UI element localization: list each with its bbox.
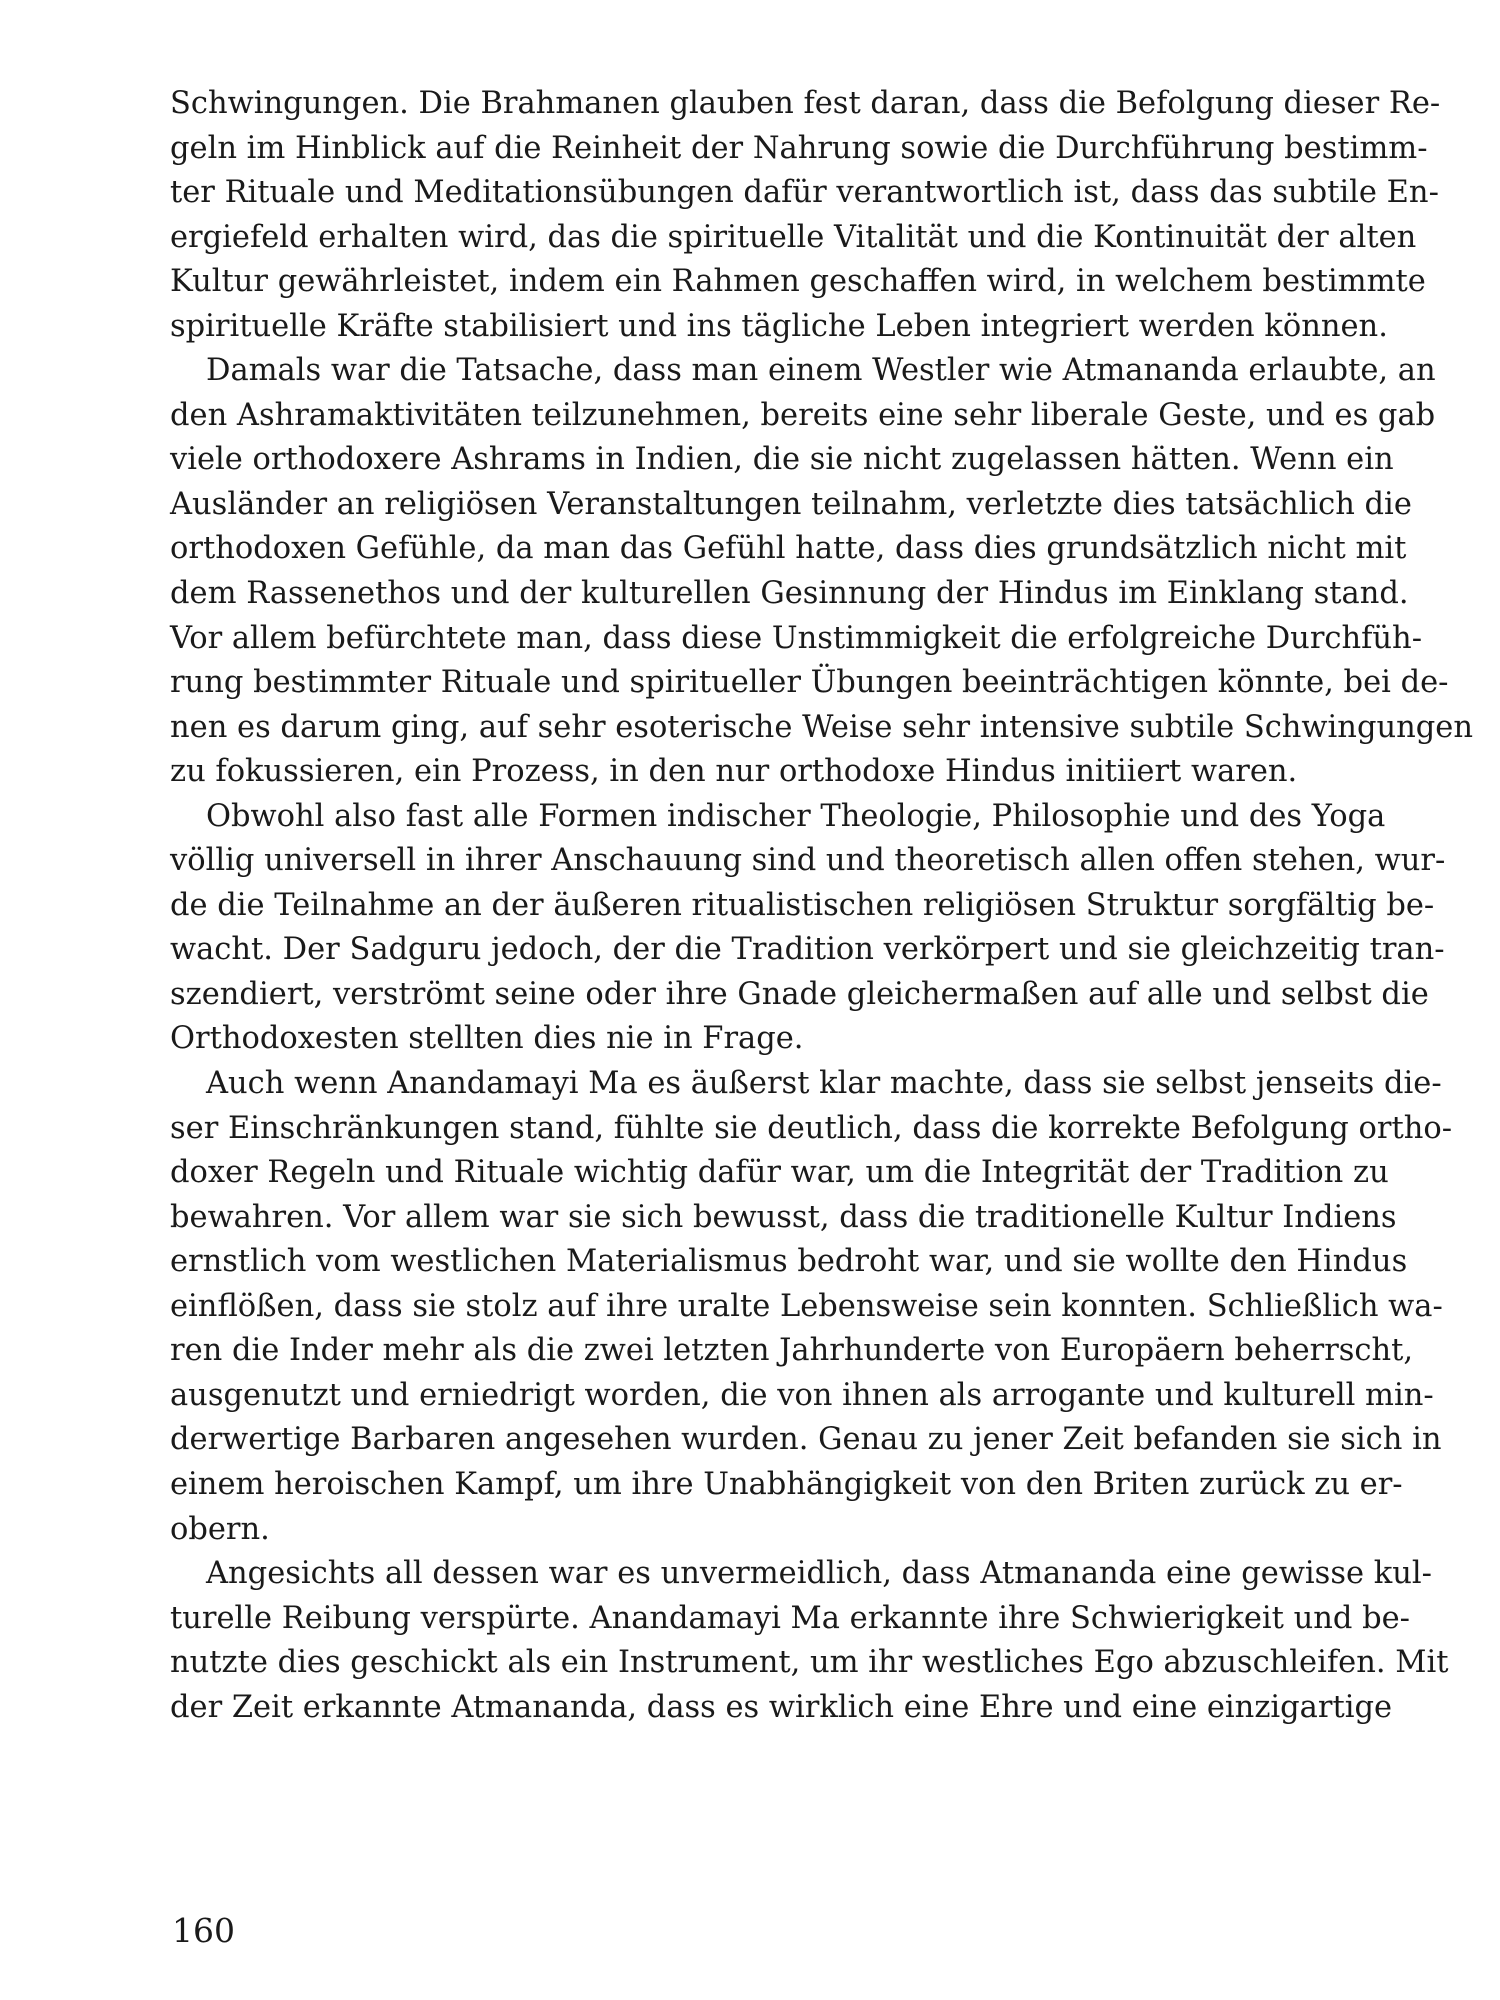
text-line: geln im Hinblick auf die Reinheit der Nahrung sowie die Durchführung bestimm- xyxy=(170,130,1428,166)
text-line: Obwohl also fast alle Formen indischer Theologie, Philosophie und des Yoga xyxy=(206,798,1386,834)
text-line: Angesichts all dessen war es unvermeidlich, dass Atmananda eine gewisse kul- xyxy=(206,1556,1432,1592)
text-line: Schwingungen. Die Brahmanen glauben fest daran, dass die Befolgung dieser Re- xyxy=(170,86,1441,121)
text-line: der Zeit erkannte Atmananda, dass es wirklich eine Ehre und eine einzigartige xyxy=(170,1689,1393,1725)
text-line: nutzte dies geschickt als ein Instrument, um ihr westliches Ego abzuschleifen. Mit xyxy=(170,1645,1449,1681)
text-line: spirituelle Kräfte stabilisiert und ins tägliche Leben integriert werden können. xyxy=(170,308,1388,344)
text-line: ernstlich vom westlichen Materialismus bedroht war, und sie wollte den Hindus xyxy=(170,1244,1408,1280)
text-line: dem Rassenethos und der kulturellen Gesinnung der Hindus im Einklang stand. xyxy=(170,576,1409,612)
page-number: 160 xyxy=(172,1911,235,1950)
text-line: Auch wenn Anandamayi Ma es äußerst klar machte, dass sie selbst jenseits die- xyxy=(206,1066,1442,1102)
text-line: viele orthodoxere Ashrams in Indien, die sie nicht zugelassen hätten. Wenn ein xyxy=(170,442,1394,478)
text-line: Kultur gewährleistet, indem ein Rahmen geschaffen wird, in welchem bestimmte xyxy=(170,264,1426,300)
text-line: Ausländer an religiösen Veranstaltungen teilnahm, verletzte dies tatsächlich die xyxy=(170,486,1412,522)
text-line: doxer Regeln und Rituale wichtig dafür war, um die Integrität der Tradition zu xyxy=(170,1155,1389,1191)
text-line: ren die Inder mehr als die zwei letzten Jahrhunderte von Europäern beherrscht, xyxy=(170,1333,1414,1369)
text-line: den Ashramaktivitäten teilzunehmen, bereits eine sehr liberale Geste, und es gab xyxy=(170,397,1436,433)
text-line: ter Rituale und Meditationsübungen dafür verantwortlich ist, dass das subtile En- xyxy=(170,175,1439,211)
text-line: wacht. Der Sadguru jedoch, der die Tradition verkörpert und sie gleichzeitig tran- xyxy=(170,932,1445,968)
text-line: nen es darum ging, auf sehr esoterische Weise sehr intensive subtile Schwingungen xyxy=(170,709,1473,745)
text-line: einem heroischen Kampf, um ihre Unabhängigkeit von den Briten zurück zu er- xyxy=(170,1466,1403,1502)
text-line: derwertige Barbaren angesehen wurden. Genau zu jener Zeit befanden sie sich in xyxy=(170,1422,1442,1458)
body-text xyxy=(170,82,1473,1730)
text-line: ser Einschränkungen stand, fühlte sie deutlich, dass die korrekte Befolgung ortho- xyxy=(170,1110,1453,1146)
text-line: ergiefeld erhalten wird, das die spirituelle Vitalität und die Kontinuität der alten xyxy=(170,219,1417,255)
text-line: ausgenutzt und erniedrigt worden, die von ihnen als arrogante und kulturell min- xyxy=(170,1377,1434,1413)
text-line: bewahren. Vor allem war sie sich bewusst, dass die traditionelle Kultur Indiens xyxy=(170,1199,1397,1235)
text-line: rung bestimmter Rituale und spiritueller Übungen beeinträchtigen könnte, bei de- xyxy=(170,665,1449,701)
text-line: Vor allem befürchtete man, dass diese Unstimmigkeit die erfolgreiche Durchfüh- xyxy=(170,620,1423,656)
text-line: einflößen, dass sie stolz auf ihre uralte Lebensweise sein konnten. Schließlich wa- xyxy=(170,1288,1443,1324)
text-line: Damals war die Tatsache, dass man einem Westler wie Atmananda erlaubte, an xyxy=(206,353,1436,389)
text-line: orthodoxen Gefühle, da man das Gefühl hatte, dass dies grundsätzlich nicht mit xyxy=(170,531,1407,567)
text-line: turelle Reibung verspürte. Anandamayi Ma erkannte ihre Schwierigkeit und be- xyxy=(170,1600,1410,1636)
text-line: obern. xyxy=(170,1511,270,1547)
text-line: völlig universell in ihrer Anschauung sind und theoretisch allen offen stehen, wur- xyxy=(170,843,1446,879)
text-line: szendiert, verströmt seine oder ihre Gnade gleichermaßen auf alle und selbst die xyxy=(170,976,1429,1012)
text-line: de die Teilnahme an der äußeren ritualistischen religiösen Struktur sorgfältig be- xyxy=(170,887,1435,923)
text-line: zu fokussieren, ein Prozess, in den nur orthodoxe Hindus initiiert waren. xyxy=(170,754,1298,790)
text-line: Orthodoxesten stellten dies nie in Frage. xyxy=(170,1021,804,1057)
